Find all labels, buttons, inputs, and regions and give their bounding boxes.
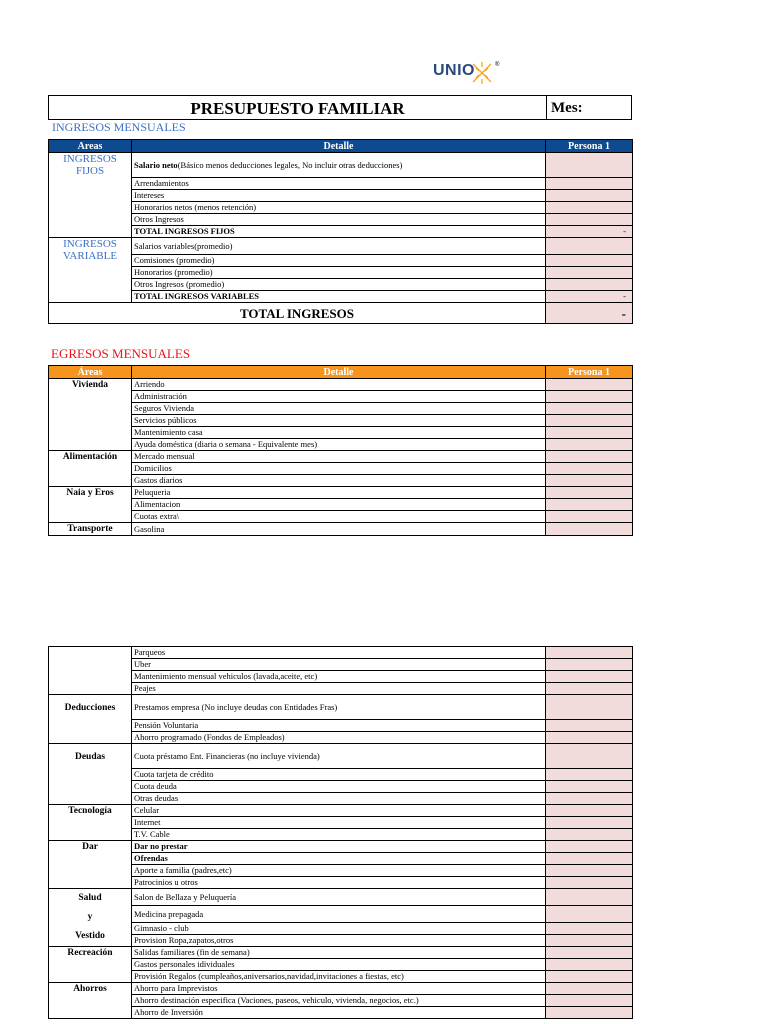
detail-rest: (Básico menos deducciones legales, No incluir otras deducciones) <box>177 159 403 170</box>
value-cell[interactable] <box>546 238 633 255</box>
table-row <box>49 817 633 829</box>
detail-cell: Alimentacion <box>132 499 546 511</box>
area-transporte-continued <box>49 647 132 695</box>
col-detalle: Detalle <box>132 366 546 379</box>
area-ahorros: Ahorros <box>49 983 132 1019</box>
detail-cell: Arriendo <box>132 379 546 391</box>
table-row <box>49 463 633 475</box>
value-cell[interactable] <box>546 971 633 983</box>
value-cell[interactable] <box>546 403 633 415</box>
table-row <box>49 190 633 202</box>
value-cell[interactable] <box>546 906 633 923</box>
value-cell[interactable] <box>546 391 633 403</box>
value-cell[interactable] <box>546 178 633 190</box>
table-row-total <box>49 226 633 238</box>
detail-cell: Parqueos <box>132 647 546 659</box>
detail-cell: Ahorro para Imprevistos <box>132 983 546 995</box>
value-cell[interactable] <box>546 877 633 889</box>
value-cell[interactable] <box>546 1007 633 1019</box>
value-cell[interactable] <box>546 769 633 781</box>
title-divider <box>546 96 547 119</box>
area-vivienda: Vivienda <box>49 379 132 451</box>
value-cell[interactable] <box>546 983 633 995</box>
title-row <box>48 95 632 120</box>
detail-cell: Ayuda doméstica (diaria o semana - Equivalente mes) <box>132 439 546 451</box>
table-row <box>49 202 633 214</box>
value-cell[interactable] <box>546 523 633 536</box>
value-cell[interactable] <box>546 947 633 959</box>
detail-cell: Prestamos empresa (No incluye deudas con Entidades Fras) <box>132 695 546 720</box>
table-row <box>49 647 633 659</box>
table-row <box>49 214 633 226</box>
detail-cell: Gimnasio - club <box>132 923 546 935</box>
table-row <box>49 255 633 267</box>
detail-cell: Aporte a familia (padres,etc) <box>132 865 546 877</box>
value-cell[interactable] <box>546 451 633 463</box>
value-cell[interactable] <box>546 427 633 439</box>
total-variables-value: - <box>546 291 633 303</box>
table-row <box>49 671 633 683</box>
value-cell[interactable] <box>546 659 633 671</box>
detail-cell: Ofrendas <box>132 853 546 865</box>
value-cell[interactable] <box>546 853 633 865</box>
table-row <box>49 279 633 291</box>
area-naia-y-eros: Naia y Eros <box>49 487 132 523</box>
value-cell[interactable] <box>546 499 633 511</box>
table-row <box>49 178 633 190</box>
table-row <box>49 829 633 841</box>
detail-cell: Mantenimiento mensual vehiculos (lavada,aceite, etc) <box>132 671 546 683</box>
table-row <box>49 971 633 983</box>
table-row <box>49 805 633 817</box>
table-row <box>49 947 633 959</box>
area-vestido-label: Vestido <box>75 931 105 941</box>
table-row <box>49 379 633 391</box>
egresos-section-title: EGRESOS MENSUALES <box>51 346 191 361</box>
ingresos-header-row <box>49 140 633 153</box>
detail-cell: Dar no prestar <box>132 841 546 853</box>
value-cell[interactable] <box>546 463 633 475</box>
area-alimentacion: Alimentación <box>49 451 132 487</box>
table-row <box>49 781 633 793</box>
value-cell[interactable] <box>546 744 633 769</box>
value-cell[interactable] <box>546 475 633 487</box>
detail-cell: Otros Ingresos (promedio) <box>132 279 546 291</box>
detail-cell: Internet <box>132 817 546 829</box>
value-cell[interactable] <box>546 923 633 935</box>
value-cell[interactable] <box>546 202 633 214</box>
detail-cell: Salon de Bellaza y Peluquería <box>132 889 546 906</box>
value-cell[interactable] <box>546 865 633 877</box>
value-cell[interactable] <box>546 683 633 695</box>
page-title: PRESUPUESTO FAMILIAR <box>190 99 405 118</box>
area-dar: Dar <box>49 841 132 889</box>
detail-cell: Gastos personales idividuales <box>132 959 546 971</box>
table-row <box>49 695 633 720</box>
egresos-header-row <box>49 366 633 379</box>
table-row <box>49 889 633 906</box>
detail-cell: Administración <box>132 391 546 403</box>
area-deducciones: Deducciones <box>49 695 132 744</box>
detail-cell: Peajes <box>132 683 546 695</box>
value-cell[interactable] <box>546 511 633 523</box>
detail-cell: Cuota tarjeta de crédito <box>132 769 546 781</box>
area-y-label: y <box>87 912 93 922</box>
col-persona-1: Persona 1 <box>546 140 633 153</box>
table-row <box>49 793 633 805</box>
table-row-grand-total <box>49 303 633 324</box>
table-row <box>49 935 633 947</box>
detail-bold: Salario neto <box>134 159 178 170</box>
detail-cell: Otras deudas <box>132 793 546 805</box>
brand-logo-icon <box>470 60 494 86</box>
value-cell[interactable] <box>546 817 633 829</box>
area-deudas: Deudas <box>49 744 132 805</box>
table-row <box>49 439 633 451</box>
value-cell[interactable] <box>546 415 633 427</box>
value-cell[interactable] <box>546 732 633 744</box>
detail-cell: Medicina prepagada <box>132 906 546 923</box>
detail-cell: Salarios variables(promedio) <box>132 238 546 255</box>
col-areas: Áreas <box>49 366 132 379</box>
total-fijos-value: - <box>546 226 633 238</box>
detail-cell: Mantenimiento casa <box>132 427 546 439</box>
value-cell[interactable] <box>546 935 633 947</box>
value-cell[interactable] <box>546 829 633 841</box>
value-cell[interactable] <box>546 671 633 683</box>
detail-cell: Gastos diarios <box>132 475 546 487</box>
brand-logo-text: UNIO <box>433 62 475 79</box>
total-ingresos-label: TOTAL INGRESOS <box>49 303 546 324</box>
value-cell[interactable] <box>546 487 633 499</box>
area-ingresos-fijos: INGRESOS FIJOS <box>49 153 132 238</box>
egresos-table <box>48 365 633 536</box>
value-cell[interactable] <box>546 889 633 906</box>
detail-cell: Provisión Regalos (cumpleaños,aniversarios,navidad,invitaciones a fiestas, etc) <box>132 971 546 983</box>
table-row <box>49 153 633 178</box>
value-cell[interactable] <box>546 267 633 279</box>
table-row <box>49 238 633 255</box>
table-row <box>49 1007 633 1019</box>
egresos-table-continued <box>48 646 633 1019</box>
detail-cell: Ahorro destinación especifica (Vaciones, paseos, vehiculo, vivienda, negocios, etc.) <box>132 995 546 1007</box>
total-ingresos-value: - <box>546 303 633 324</box>
table-row <box>49 744 633 769</box>
value-cell[interactable] <box>546 841 633 853</box>
month-label: Mes: <box>551 100 583 116</box>
detail-cell: Provision Ropa,zapatos,otros <box>132 935 546 947</box>
detail-cell: Cuotas extra\ <box>132 511 546 523</box>
detail-cell: Honorarios netos (menos retención) <box>132 202 546 214</box>
detail-cell: Domicilios <box>132 463 546 475</box>
table-row <box>49 865 633 877</box>
table-row <box>49 720 633 732</box>
area-tecnologia: Tecnología <box>49 805 132 841</box>
ingresos-table <box>48 139 633 324</box>
area-salud-label: Salud <box>78 893 102 903</box>
detail-cell: Intereses <box>132 190 546 202</box>
value-cell[interactable] <box>546 190 633 202</box>
value-cell[interactable] <box>546 995 633 1007</box>
col-persona-1: Persona 1 <box>546 366 633 379</box>
table-row <box>49 487 633 499</box>
table-row <box>49 841 633 853</box>
detail-cell: T.V. Cable <box>132 829 546 841</box>
detail-cell: Celular <box>132 805 546 817</box>
ingresos-section-title: INGRESOS MENSUALES <box>52 120 186 134</box>
value-cell[interactable] <box>546 695 633 720</box>
value-cell[interactable] <box>546 439 633 451</box>
area-ingresos-variable: INGRESOS VARIABLE <box>49 238 132 303</box>
value-cell[interactable] <box>546 959 633 971</box>
col-areas: Areas <box>49 140 132 153</box>
table-row <box>49 906 633 923</box>
table-row <box>49 959 633 971</box>
value-cell[interactable] <box>546 379 633 391</box>
value-cell[interactable] <box>546 255 633 267</box>
detail-cell: Seguros Vivienda <box>132 403 546 415</box>
detail-cell: Ahorro de Inversión <box>132 1007 546 1019</box>
table-row <box>49 683 633 695</box>
table-row <box>49 995 633 1007</box>
table-row-total <box>49 291 633 303</box>
detail-cell <box>132 153 546 178</box>
brand-registered-mark: ® <box>495 62 500 68</box>
detail-cell: Otros Ingresos <box>132 214 546 226</box>
total-variables-label: TOTAL INGRESOS VARIABLES <box>132 291 546 303</box>
detail-cell: Pensión Voluntaria <box>132 720 546 732</box>
total-fijos-label: TOTAL INGRESOS FIJOS <box>132 226 546 238</box>
table-row <box>49 732 633 744</box>
detail-cell: Servicios públicos <box>132 415 546 427</box>
detail-cell: Honorarios (promedio) <box>132 267 546 279</box>
value-cell[interactable] <box>546 214 633 226</box>
detail-cell: Mercado mensual <box>132 451 546 463</box>
detail-cell: Uber <box>132 659 546 671</box>
detail-cell: Arrendamientos <box>132 178 546 190</box>
detail-cell: Peluqueria <box>132 487 546 499</box>
detail-cell: Gasolina <box>132 523 546 536</box>
table-row <box>49 769 633 781</box>
value-cell[interactable] <box>546 805 633 817</box>
table-row <box>49 983 633 995</box>
table-row <box>49 403 633 415</box>
table-row <box>49 475 633 487</box>
detail-cell: Patrocinios u otros <box>132 877 546 889</box>
table-row <box>49 499 633 511</box>
area-salud-y-vestido <box>49 889 132 947</box>
value-cell[interactable] <box>546 793 633 805</box>
col-detalle: Detalle <box>132 140 546 153</box>
table-row <box>49 523 633 536</box>
table-row <box>49 415 633 427</box>
area-recreacion: Recreación <box>49 947 132 983</box>
table-row <box>49 853 633 865</box>
detail-cell: Cuota préstamo Ent. Financieras (no incluye vivienda) <box>132 744 546 769</box>
detail-cell: Ahorro programado (Fondos de Empleados) <box>132 732 546 744</box>
table-row <box>49 427 633 439</box>
table-row <box>49 877 633 889</box>
value-cell[interactable] <box>546 279 633 291</box>
table-row <box>49 659 633 671</box>
detail-cell: Cuota deuda <box>132 781 546 793</box>
value-cell[interactable] <box>546 781 633 793</box>
table-row <box>49 267 633 279</box>
value-cell[interactable] <box>546 720 633 732</box>
table-row <box>49 451 633 463</box>
table-row <box>49 511 633 523</box>
table-row <box>49 923 633 935</box>
area-transporte: Transporte <box>49 523 132 536</box>
detail-cell: Comisiones (promedio) <box>132 255 546 267</box>
value-cell[interactable] <box>546 153 633 178</box>
detail-cell: Salidas familiares (fin de semana) <box>132 947 546 959</box>
value-cell[interactable] <box>546 647 633 659</box>
table-row <box>49 391 633 403</box>
